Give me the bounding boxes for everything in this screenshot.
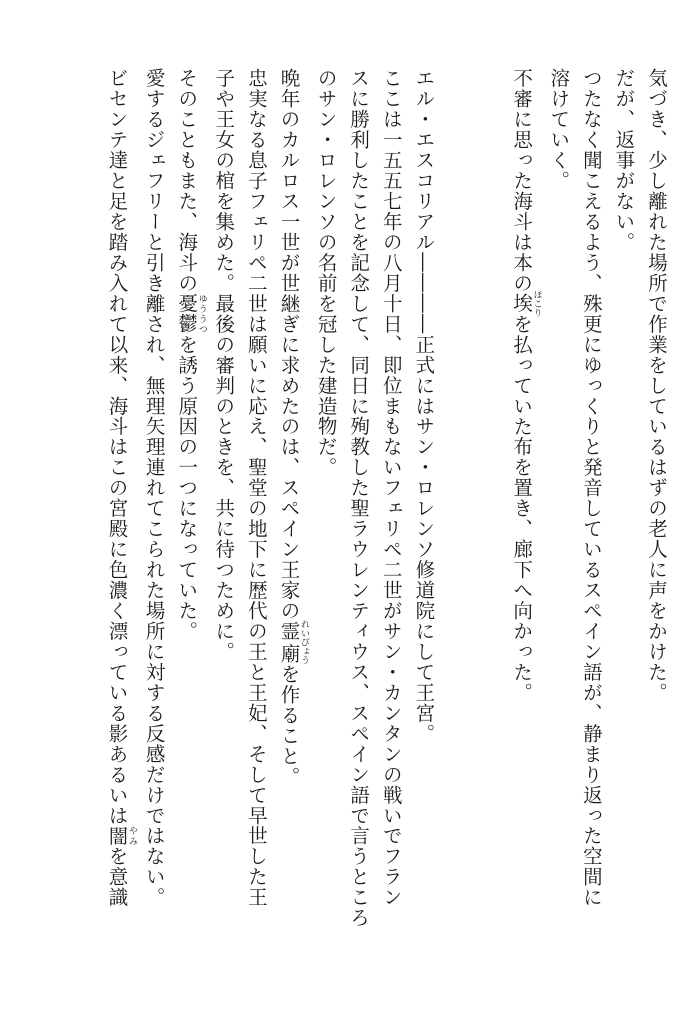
ruby-yuuutsu-reading: ゆううつ [196,293,207,335]
text-line-7: ここは一五五七年の八月十日、即位まもないフェリペ二世がサン・カンタンの戦いでフラン [379,68,403,908]
ruby-reibyou-base: 霊廟 [277,619,301,665]
text-line-10 [272,68,309,968]
ruby-yuuutsu [175,293,207,335]
text-line-9: のサン・ロレンソの名前を冠した建造物だ。 [314,68,338,478]
text-line-6: エル・エスコリアル――――正式にはサン・ロレンソ修道院にして王宮。 [412,68,436,744]
ruby-reibyou-reading: れいびょう [298,619,309,665]
text-line-15 [100,68,137,968]
text-line-5 [505,68,542,968]
ruby-yuuutsu-base: 憂鬱 [175,293,199,335]
ruby-hokori [510,289,542,317]
text-line-3: つたなく聞こえるよう、殊更にゆっくりと発音しているスペイン語が、静まり返った空間に [579,68,603,908]
paragraph-gap [439,68,472,968]
text-line-5-post: を払っていた布を置き、廊下へ向かった。 [510,313,534,703]
text-line-15-pre: ビセンテ達と足を踏み入れて以来、海斗はこの宮殿に色濃く漂っている影あるいは [105,68,129,826]
text-line-4: 溶けていく。 [547,68,571,191]
text-line-11: 忠実なる息子フェリペ二世は願いに応え、聖堂の地下に歴代の王と王妃、そして早世した王 [244,68,268,908]
text-line-2: だが、返事がない。 [612,68,636,253]
text-line-10-pre: 晩年のカルロス一世が世継ぎに求めたのは、スペイン王家の [277,68,301,621]
text-line-12: 子や王女の棺を集めた。最後の審判のときを、共に待つために。 [212,68,236,662]
ruby-hokori-reading: ほこり [531,289,542,317]
text-line-13-post: を誘う原因の一つになっていた。 [175,334,199,642]
paragraph-gap [472,68,505,968]
ruby-hokori-base: 埃 [510,289,534,317]
ruby-reibyou [277,619,309,665]
ruby-yami-base: 闇 [105,825,129,847]
text-line-13 [170,68,207,968]
text-line-14: 愛するジェフリーと引き離され、無理矢理連れてこられた場所に対する反感だけではない。 [142,68,166,908]
text-line-8: スに勝利したことを記念して、同日に殉教した聖ラウレンティウス、スペイン語で言うところ [347,68,371,928]
text-line-10-post: を作ること。 [277,663,301,787]
ruby-yami-reading: やみ [127,825,137,847]
text-line-15-post: を意識 [105,846,129,908]
vertical-text-body [22,68,672,968]
ruby-yami [105,825,137,847]
text-line-5-pre: 不審に思った海斗は本の [510,68,534,294]
text-line-1: 気づき、少し離れた場所で作業をしているはずの老人に声をかけた。 [645,68,668,703]
text-line-13-pre: そのこともまた、海斗の [175,68,199,294]
